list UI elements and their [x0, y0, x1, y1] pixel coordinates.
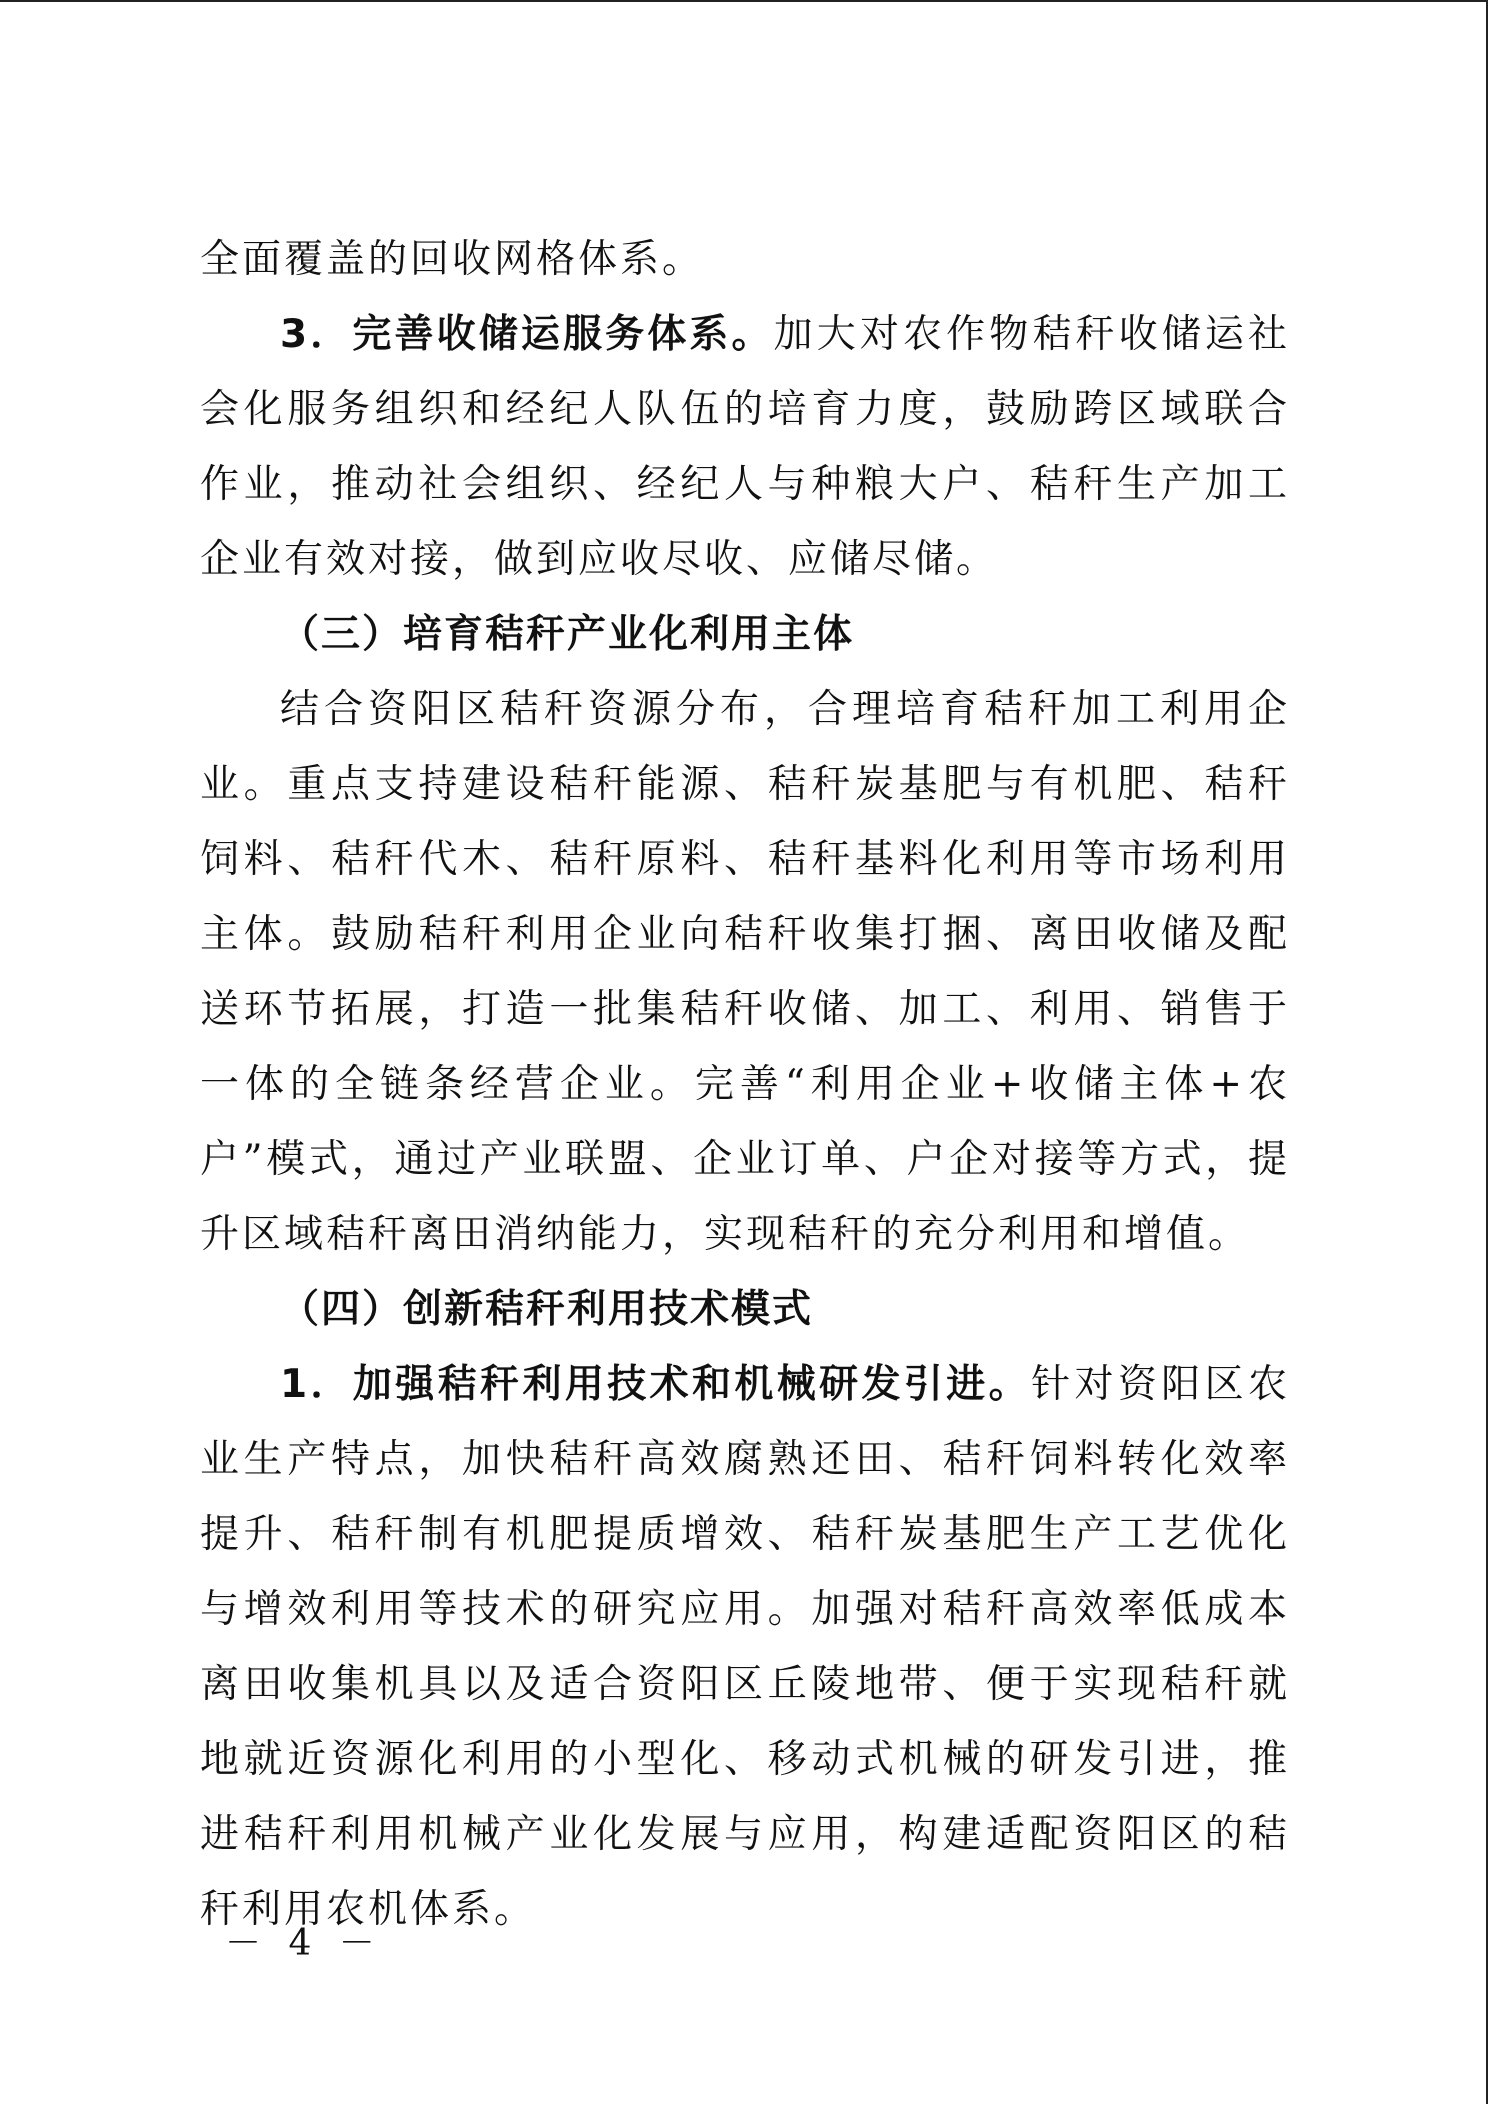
paragraph-text: 针对资阳区农业生产特点，加快秸秆高效腐熟还田、秸秆饲料转化效率提升、秸秆制有机肥提质增效、秸秆炭基肥生产工艺优化与增效利用等技术的研究应用。加强对秸秆高效率低成本离田收集机具以及适合资阳区丘陵地带、便于实现秸秆就地就近资源化利用的小型化、移动式机械的研发引进，推进秸秆利用机械产业化发展与应用，构建适配资阳区的秸秆利用农机体系。: [200, 1362, 1290, 1932]
paragraph-utilization-entities: 结合资阳区秸秆资源分布，合理培育秸秆加工利用企业。重点支持建设秸秆能源、秸秆炭基肥与有机肥、秸秆饲料、秸秆代木、秸秆原料、秸秆基料化利用等市场利用主体。鼓励秸秆利用企业向秸秆收集打捆、离田收储及配送环节拓展，打造一批集秸秆收储、加工、利用、销售于一体的全链条经营企业。完善“利用企业+收储主体+农户”模式，通过产业联盟、企业订单、户企对接等方式，提升区域秸秆离田消纳能力，实现秸秆的充分利用和增值。: [200, 687, 1290, 1257]
section-heading-4: （四）创新秸秆利用技术模式: [280, 1287, 814, 1332]
paragraph-technology: [200, 1347, 1290, 1947]
document-body: [200, 222, 1290, 1947]
paragraph-text: 加大对农作物秸秆收储运社会化服务组织和经纪人队伍的培育力度，鼓励跨区域联合作业，推动社会组织、经纪人与种粮大户、秸秆生产加工企业有效对接，做到应收尽收、应储尽储。: [200, 312, 1290, 582]
page-border-top: [0, 0, 1488, 2]
paragraph-lead-heading: 1．加强秸秆利用技术和机械研发引进。: [280, 1362, 1032, 1407]
paragraph-lead-heading: 3．完善收储运服务体系。: [280, 312, 774, 357]
paragraph-storage-transport: [200, 297, 1290, 597]
paragraph-continuation: 全面覆盖的回收网格体系。: [200, 237, 705, 282]
page-number: － 4 －: [225, 1923, 383, 1964]
section-heading-3: （三）培育秸秆产业化利用主体: [280, 612, 855, 657]
